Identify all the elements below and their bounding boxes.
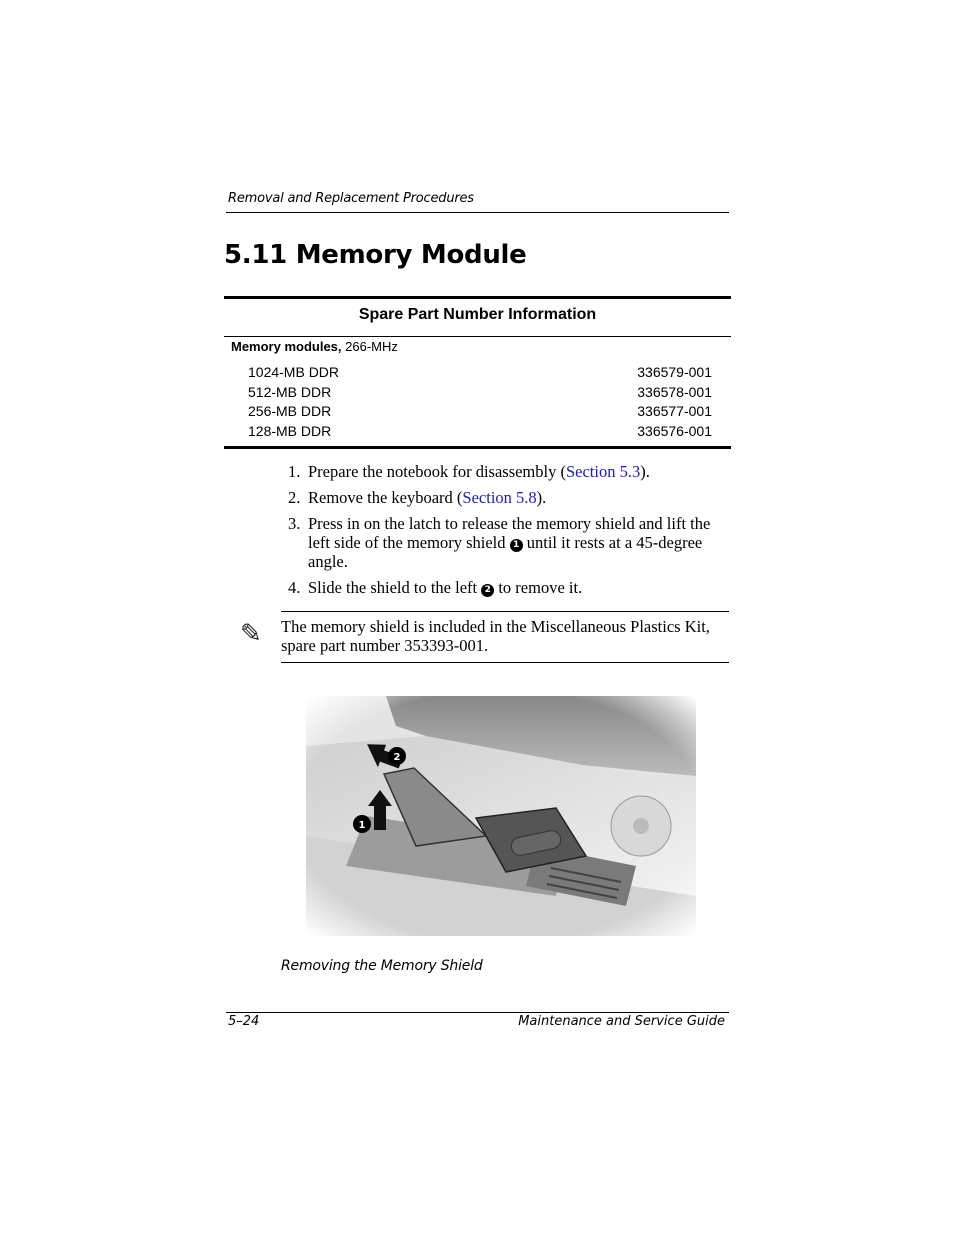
part-number: 336577-001	[637, 403, 712, 419]
table-top-rule	[224, 296, 731, 299]
group-label-rest: 266-MHz	[341, 339, 398, 354]
section-link[interactable]: Section 5.3	[565, 462, 641, 481]
figure-caption: Removing the Memory Shield	[281, 958, 483, 974]
step-item	[288, 514, 718, 571]
section-link[interactable]: Section 5.8	[462, 488, 537, 507]
table-group-label	[231, 339, 398, 354]
step-text-part: ).	[536, 488, 547, 507]
step-text-part: ).	[640, 462, 650, 481]
group-label-bold: Memory modules,	[231, 339, 342, 354]
note-text: The memory shield is included in the Miscellaneous Plastics Kit, spare part number 353393-001.	[281, 617, 710, 655]
step-text-part: Remove the keyboard (	[308, 488, 463, 507]
step-text-part: Prepare the notebook for disassembly (	[308, 462, 566, 481]
step-text-part: until it rests at a 45-degree angle.	[308, 533, 703, 571]
part-description: 128-MB DDR	[248, 423, 332, 439]
memory-shield-illustration	[306, 696, 696, 936]
procedure-steps	[288, 462, 718, 604]
callout-marker-icon: 1	[510, 539, 523, 552]
step-text	[308, 462, 718, 481]
table-row	[248, 423, 712, 439]
footer-rule	[226, 1012, 729, 1013]
table-bottom-rule	[224, 446, 731, 449]
table-row	[248, 384, 712, 400]
table-row	[248, 403, 712, 419]
section-title: 5.11 Memory Module	[224, 240, 527, 270]
step-text	[308, 578, 718, 597]
step-number: 1.	[288, 462, 301, 481]
step-text	[308, 488, 718, 507]
header-rule	[226, 212, 729, 213]
step-text-part: Slide the shield to the left	[308, 578, 482, 597]
page-number: 5–24	[228, 1014, 260, 1029]
step-item	[288, 488, 718, 507]
part-number: 336579-001	[637, 364, 712, 380]
step-text-part: to remove it.	[494, 578, 583, 597]
part-number: 336578-001	[637, 384, 712, 400]
table-heading: Spare Part Number Information	[358, 306, 597, 323]
part-number: 336576-001	[637, 423, 712, 439]
step-number: 4.	[288, 578, 301, 597]
callout-marker-icon: 2	[481, 584, 494, 597]
running-header: Removal and Replacement Procedures	[228, 191, 474, 206]
note-top-rule	[281, 611, 729, 612]
guide-title: Maintenance and Service Guide	[518, 1014, 725, 1029]
step-number: 2.	[288, 488, 301, 507]
table-header-rule	[224, 336, 731, 337]
part-description: 1024-MB DDR	[248, 364, 340, 380]
step-text-part: Press in on the latch to release the memory shield and lift the left side of the memory shield	[308, 514, 711, 552]
step-item	[288, 578, 718, 597]
note-bottom-rule	[281, 662, 729, 663]
part-description: 512-MB DDR	[248, 384, 332, 400]
part-description: 256-MB DDR	[248, 403, 332, 419]
table-row	[248, 364, 712, 380]
step-text	[308, 514, 718, 571]
step-item	[288, 462, 718, 481]
step-number: 3.	[288, 514, 301, 533]
pencil-icon: ✎	[240, 619, 262, 649]
